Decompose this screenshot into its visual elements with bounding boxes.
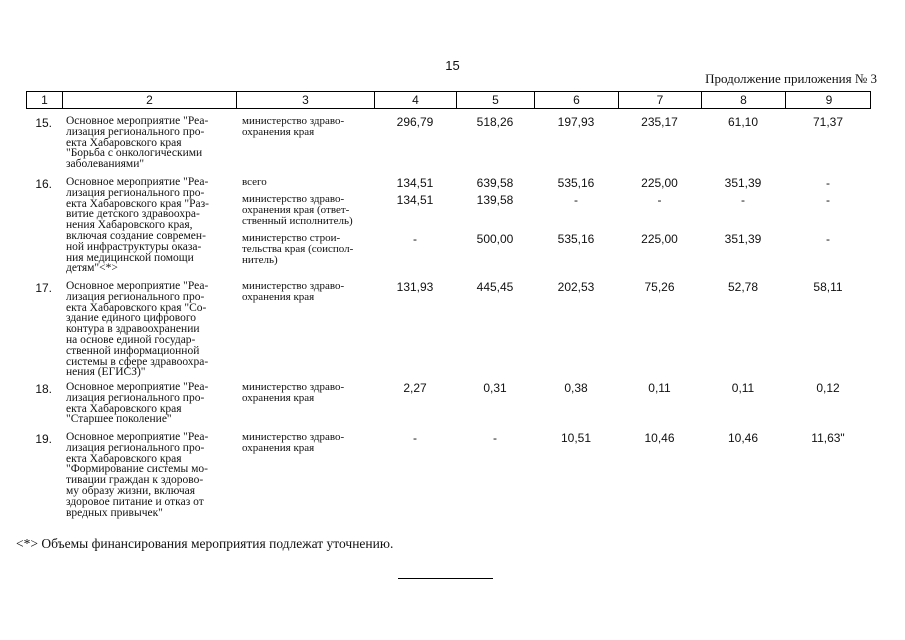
executor: министерство здраво- охранения края (ответ- ственный исполнитель): [242, 193, 353, 227]
row-number: 16.: [35, 177, 52, 191]
header-cell-1: 1: [27, 92, 63, 108]
value-cell: 225,00: [641, 176, 678, 190]
header-cell-2: 2: [63, 92, 237, 108]
value-cell: 639,58: [476, 176, 514, 190]
page-number: 15: [445, 58, 460, 73]
value-cell: 0,31: [483, 381, 507, 395]
value-cell: 518,26: [476, 115, 514, 129]
value-cell: 500,00: [476, 232, 514, 246]
value-cell: 235,17: [641, 115, 678, 129]
value-cell: 52,78: [727, 280, 759, 294]
header-cell-8: 8: [702, 92, 786, 108]
header-cell-3: 3: [237, 92, 375, 108]
header-cell-4: 4: [375, 92, 457, 108]
row-number: 19.: [35, 432, 52, 446]
value-cell: 10,46: [644, 431, 675, 445]
value-cell: 351,39: [724, 176, 762, 190]
continuation-caption: Продолжение приложения № 3: [705, 71, 877, 86]
header-cell-7: 7: [619, 92, 702, 108]
value-cell: 75,26: [644, 280, 675, 294]
value-cell: 202,53: [557, 280, 595, 294]
value-cell: 535,16: [557, 176, 595, 190]
value-cell: -: [493, 431, 497, 445]
measure-name: Основное мероприятие "Реа- лизация регионального про- екта Хабаровского края "Борьба с онкологическими заболеваниями": [66, 115, 209, 171]
executor: всего: [242, 176, 267, 188]
row-number: 15.: [35, 116, 52, 130]
value-cell: 296,79: [396, 115, 434, 129]
value-cell: 445,45: [476, 280, 514, 294]
value-cell: 225,00: [641, 232, 678, 246]
executor: министерство здраво- охранения края: [242, 381, 345, 404]
executor: министерство здраво- охранения края: [242, 280, 345, 303]
value-cell: 61,10: [727, 115, 759, 129]
executor: министерство строи- тельства края (соиспол- нитель): [242, 232, 354, 266]
executor: министерство здраво- охранения края: [242, 431, 345, 454]
value-cell: 351,39: [724, 232, 762, 246]
value-cell: 0,12: [816, 381, 840, 395]
value-cell: 10,46: [727, 431, 759, 445]
value-cell: 134,51: [396, 193, 434, 207]
executor: министерство здраво- охранения края: [242, 115, 345, 138]
value-cell: -: [741, 193, 745, 207]
measure-name: Основное мероприятие "Реа- лизация регионального про- екта Хабаровского края "Формирование системы мо- тивации граждан к здорово- му образу жизни, включая здоровое питание и отказ от вредных привычек": [66, 431, 209, 519]
value-cell: 2,27: [403, 381, 427, 395]
row-number: 18.: [35, 382, 52, 396]
value-cell: -: [413, 232, 417, 246]
header-cell-6: 6: [535, 92, 619, 108]
value-cell: 11,63": [811, 431, 845, 445]
row-number: 17.: [35, 281, 52, 295]
measure-name: Основное мероприятие "Реа- лизация регионального про- екта Хабаровского края "Старшее поколение": [66, 381, 209, 426]
value-cell: -: [413, 431, 417, 445]
value-cell: -: [826, 176, 830, 190]
value-cell: 139,58: [476, 193, 514, 207]
measure-name: Основное мероприятие "Реа- лизация регионального про- екта Хабаровского края "Со- здание единого цифрового контура в здравоохранении на основе единой государ- ственной информационной системы в сфере здравоохра- нения (ЕГИСЗ)": [66, 280, 209, 379]
value-cell: 197,93: [557, 115, 595, 129]
value-cell: -: [826, 193, 830, 207]
table-header-row: [26, 91, 871, 109]
value-cell: 58,11: [813, 280, 843, 294]
value-cell: -: [657, 193, 662, 207]
value-cell: 0,11: [648, 381, 671, 395]
value-cell: 134,51: [396, 176, 434, 190]
value-cell: -: [574, 193, 578, 207]
value-cell: 131,93: [396, 280, 434, 294]
value-cell: 535,16: [557, 232, 595, 246]
header-cell-9: 9: [825, 93, 833, 107]
value-cell: -: [826, 232, 830, 246]
value-cell: 71,37: [812, 115, 844, 129]
footnote: <*> Объемы финансирования мероприятия подлежат уточнению.: [16, 536, 394, 551]
end-divider: [398, 578, 493, 579]
measure-name: Основное мероприятие "Реа- лизация регионального про- екта Хабаровского края "Раз- витие детского здравоохра- нения Хабаровского края, включая создание современ- ной инфраструктуры оказа- ния медицинской помощи детям"<*>: [66, 176, 209, 275]
value-cell: 10,51: [560, 431, 592, 445]
appendix-table: [26, 91, 871, 519]
header-cell-5: 5: [457, 92, 535, 108]
value-cell: 0,38: [564, 381, 588, 395]
value-cell: 0,11: [731, 381, 755, 395]
